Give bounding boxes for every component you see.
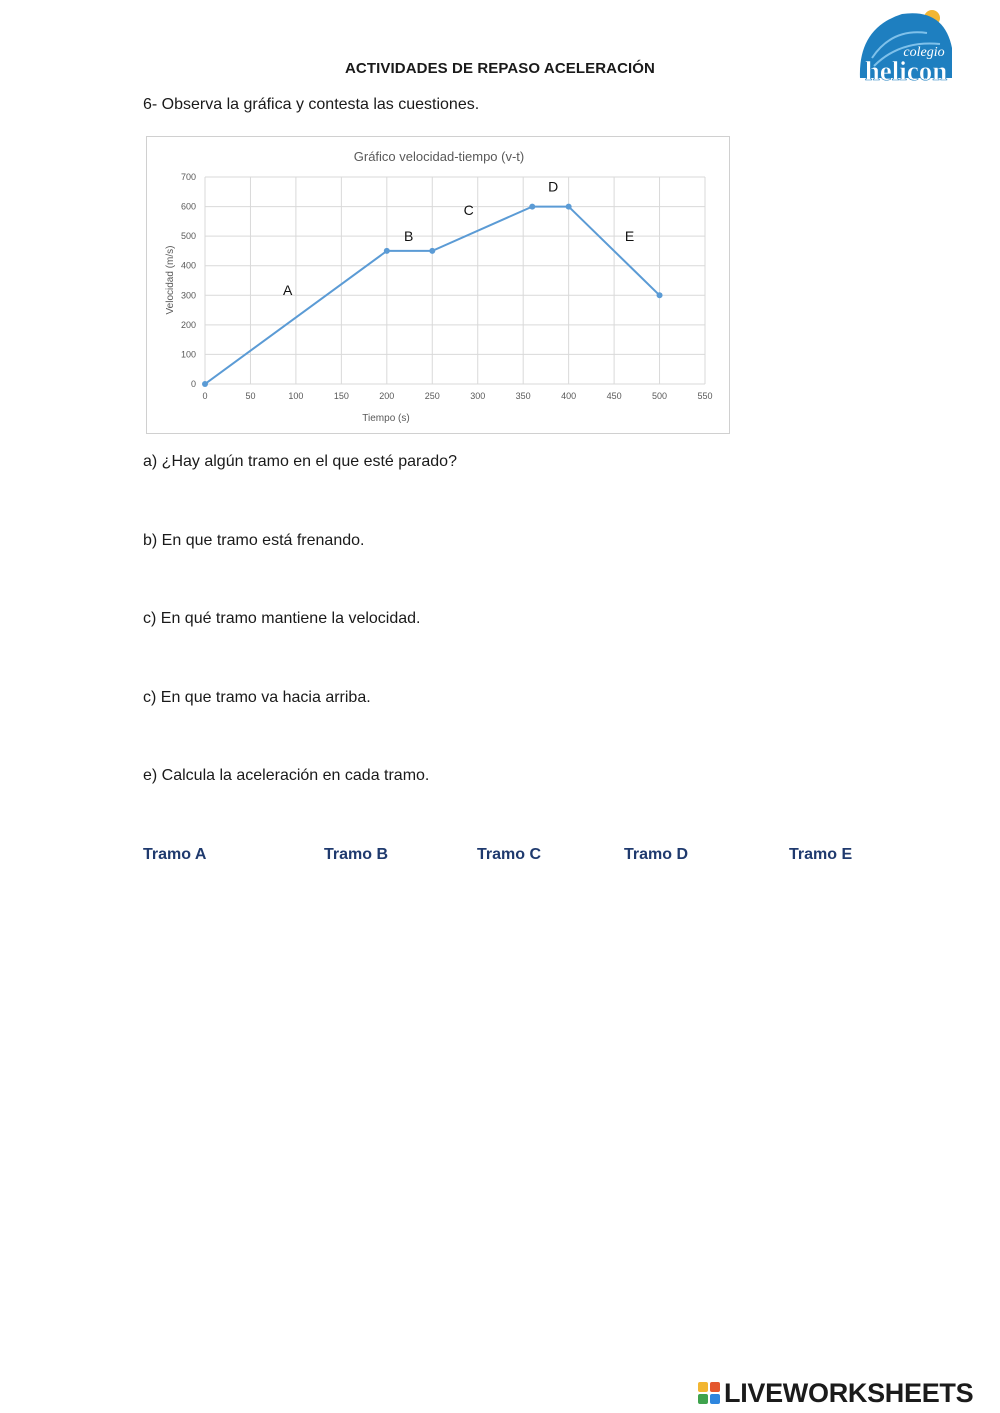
question-c: c) En qué tramo mantiene la velocidad.: [143, 610, 421, 627]
x-tick-label: 350: [515, 391, 531, 401]
liveworksheets-brand: [698, 1378, 973, 1408]
y-tick-label: 0: [190, 379, 196, 389]
exercise-intro: 6- Observa la gráfica y contesta las cuestiones.: [143, 96, 480, 113]
x-tick-label: 250: [424, 391, 440, 401]
x-tick-labels: [202, 391, 712, 401]
tramo-e-label: Tramo E: [789, 846, 853, 863]
tramo-d-label: Tramo D: [624, 846, 689, 863]
x-tick-label: 300: [470, 391, 486, 401]
data-point: [566, 204, 572, 210]
x-tick-label: 200: [379, 391, 395, 401]
question-c2: c) En que tramo va hacia arriba.: [143, 689, 371, 706]
tramo-c-label: Tramo C: [477, 846, 542, 863]
page-title: ACTIVIDADES DE REPASO ACELERACIÓN: [345, 60, 655, 77]
data-point: [657, 292, 663, 298]
y-tick-label: 600: [180, 201, 196, 212]
tramo-a-label: Tramo A: [143, 846, 207, 863]
y-tick-label: 500: [180, 231, 196, 242]
x-tick-label: 0: [202, 391, 208, 401]
chart-grid: [205, 177, 705, 384]
school-logo: [852, 8, 962, 92]
logo-small-text: colegio: [903, 45, 945, 60]
x-axis-label: Tiempo (s): [362, 413, 410, 424]
segment-label-a: A: [283, 281, 293, 298]
x-tick-label: 400: [561, 391, 577, 401]
chart-title: Gráfico velocidad-tiempo (v-t): [353, 149, 525, 164]
logo-big-text: helicon: [864, 56, 948, 86]
x-tick-label: 100: [288, 391, 304, 401]
data-point: [529, 204, 535, 210]
y-tick-label: 100: [180, 349, 196, 360]
chart-svg: [147, 137, 731, 435]
liveworksheets-text: LIVEWORKSHEETS: [724, 1377, 974, 1408]
segment-label-d: D: [548, 178, 559, 195]
question-e: e) Calcula la aceleración en cada tramo.: [143, 767, 430, 784]
segment-label-c: C: [463, 202, 474, 219]
data-point: [384, 248, 390, 254]
x-tick-label: 550: [697, 391, 713, 401]
segment-label-e: E: [624, 227, 635, 244]
liveworksheets-logo-icon: [698, 1382, 720, 1404]
question-b: b) En que tramo está frenando.: [143, 532, 365, 549]
velocity-time-chart: [146, 136, 730, 434]
y-axis-label: Velocidad (m/s): [165, 245, 176, 315]
y-tick-labels: [181, 172, 196, 389]
data-point: [202, 381, 208, 387]
x-tick-label: 150: [333, 391, 349, 401]
question-a: a) ¿Hay algún tramo en el que esté parado?: [143, 453, 457, 470]
y-tick-label: 300: [180, 290, 196, 301]
x-tick-label: 50: [245, 391, 256, 401]
y-tick-label: 200: [180, 319, 196, 330]
segment-label-b: B: [403, 228, 414, 245]
y-tick-label: 400: [180, 260, 196, 271]
data-point: [429, 248, 435, 254]
y-tick-label: 700: [180, 172, 196, 182]
x-tick-label: 500: [652, 391, 668, 401]
tramo-b-label: Tramo B: [324, 846, 389, 863]
x-tick-label: 450: [606, 391, 622, 401]
